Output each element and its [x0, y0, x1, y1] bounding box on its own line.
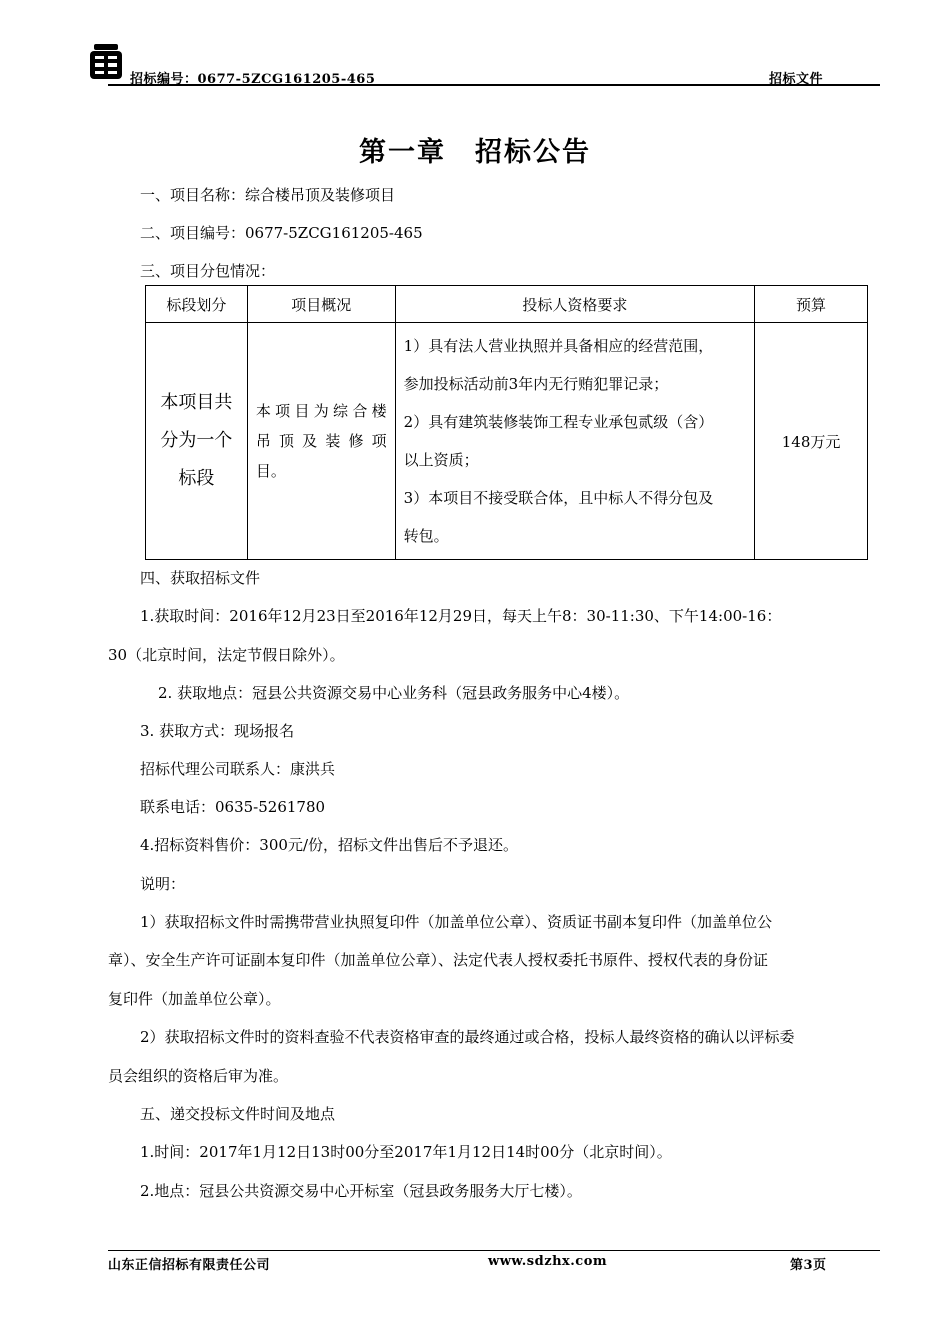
note2-line2: 员会组织的资格后审为准。: [108, 1067, 289, 1085]
segment-line: 本项目共: [160, 392, 233, 413]
doc-price: 4.招标资料售价：300元/份，招标文件出售后不予退还。: [140, 836, 518, 854]
package-table: [145, 285, 868, 560]
company-logo-icon: [88, 42, 124, 82]
contact-phone: 联系电话：0635-5261780: [140, 798, 326, 816]
header-rule: [108, 84, 880, 86]
cell-budget: 148万元: [755, 323, 868, 560]
overview-line: 目。: [255, 462, 286, 480]
page-title: 第一章 招标公告: [359, 137, 591, 168]
section-package-info: 三、项目分包情况：: [140, 262, 276, 280]
footer-rule: [108, 1250, 880, 1251]
section-project-name: 一、项目名称：综合楼吊顶及装修项目: [140, 186, 396, 204]
footer-page-number: 第3页: [790, 1258, 827, 1273]
note1-line2: 章）、安全生产许可证副本复印件（加盖单位公章）、法定代表人授权委托书原件、授权代表的身份证: [108, 951, 769, 969]
section-project-number: 二、项目编号：0677-5ZCG161205-465: [140, 224, 423, 242]
segment-line: 分为一个: [160, 430, 233, 451]
note-title: 说明：: [140, 875, 186, 893]
obtain-method: 3. 获取方式：现场报名: [140, 722, 295, 740]
footer-website: www.sdzhx.com: [488, 1254, 608, 1269]
cell-requirements: [395, 323, 754, 560]
col-header-requirements: 投标人资格要求: [395, 286, 754, 323]
note1-line3: 复印件（加盖单位公章）。: [108, 990, 281, 1008]
requirement-line: 转包。: [403, 527, 449, 545]
col-header-overview: 项目概况: [247, 286, 395, 323]
agent-contact: 招标代理公司联系人：康洪兵: [140, 760, 336, 778]
obtain-time-line2: 30（北京时间，法定节假日除外）。: [108, 646, 345, 664]
section-submit: 五、递交投标文件时间及地点: [140, 1105, 336, 1123]
table-row: [146, 323, 868, 560]
obtain-place: 2. 获取地点：冠县公共资源交易中心业务科（冠县政务服务中心4楼）。: [158, 684, 630, 702]
requirement-line: 2）具有建筑装修装饰工程专业承包贰级（含）: [403, 413, 714, 431]
segment-line: 标段: [178, 468, 215, 489]
requirement-line: 以上资质；: [403, 451, 479, 469]
col-header-segment: 标段划分: [146, 286, 248, 323]
overview-line: 本项目为综合楼: [255, 402, 387, 420]
submit-time: 1.时间：2017年1月12日13时00分至2017年1月12日14时00分（北京时间）。: [140, 1143, 672, 1161]
requirement-line: 参加投标活动前3年内无行贿犯罪记录；: [403, 375, 669, 393]
overview-line: 吊顶及装修项: [255, 432, 387, 450]
col-header-budget: 预算: [755, 286, 868, 323]
header-tender-number: 招标编号：0677-5ZCG161205-465: [130, 72, 376, 87]
section-obtain-docs: 四、获取招标文件: [140, 569, 261, 587]
requirement-line: 3）本项目不接受联合体，且中标人不得分包及: [403, 489, 714, 507]
note2-line1: 2）获取招标文件时的资料查验不代表资格审查的最终通过或合格，投标人最终资格的确认以评标委: [140, 1028, 795, 1046]
note1-line1: 1）获取招标文件时需携带营业执照复印件（加盖单位公章）、资质证书副本复印件（加盖单位公: [140, 913, 773, 931]
submit-place: 2.地点：冠县公共资源交易中心开标室（冠县政务服务大厅七楼）。: [140, 1182, 582, 1200]
obtain-time-line1: 1.获取时间：2016年12月23日至2016年12月29日，每天上午8：30-11:30、下午14:00-16：: [140, 607, 782, 625]
footer-company: 山东正信招标有限责任公司: [108, 1258, 271, 1273]
header-doc-type: 招标文件: [769, 72, 824, 87]
requirement-line: 1）具有法人营业执照并具备相应的经营范围，: [403, 337, 714, 355]
cell-segment: [146, 323, 248, 560]
table-header-row: [146, 286, 868, 323]
cell-overview: [247, 323, 395, 560]
